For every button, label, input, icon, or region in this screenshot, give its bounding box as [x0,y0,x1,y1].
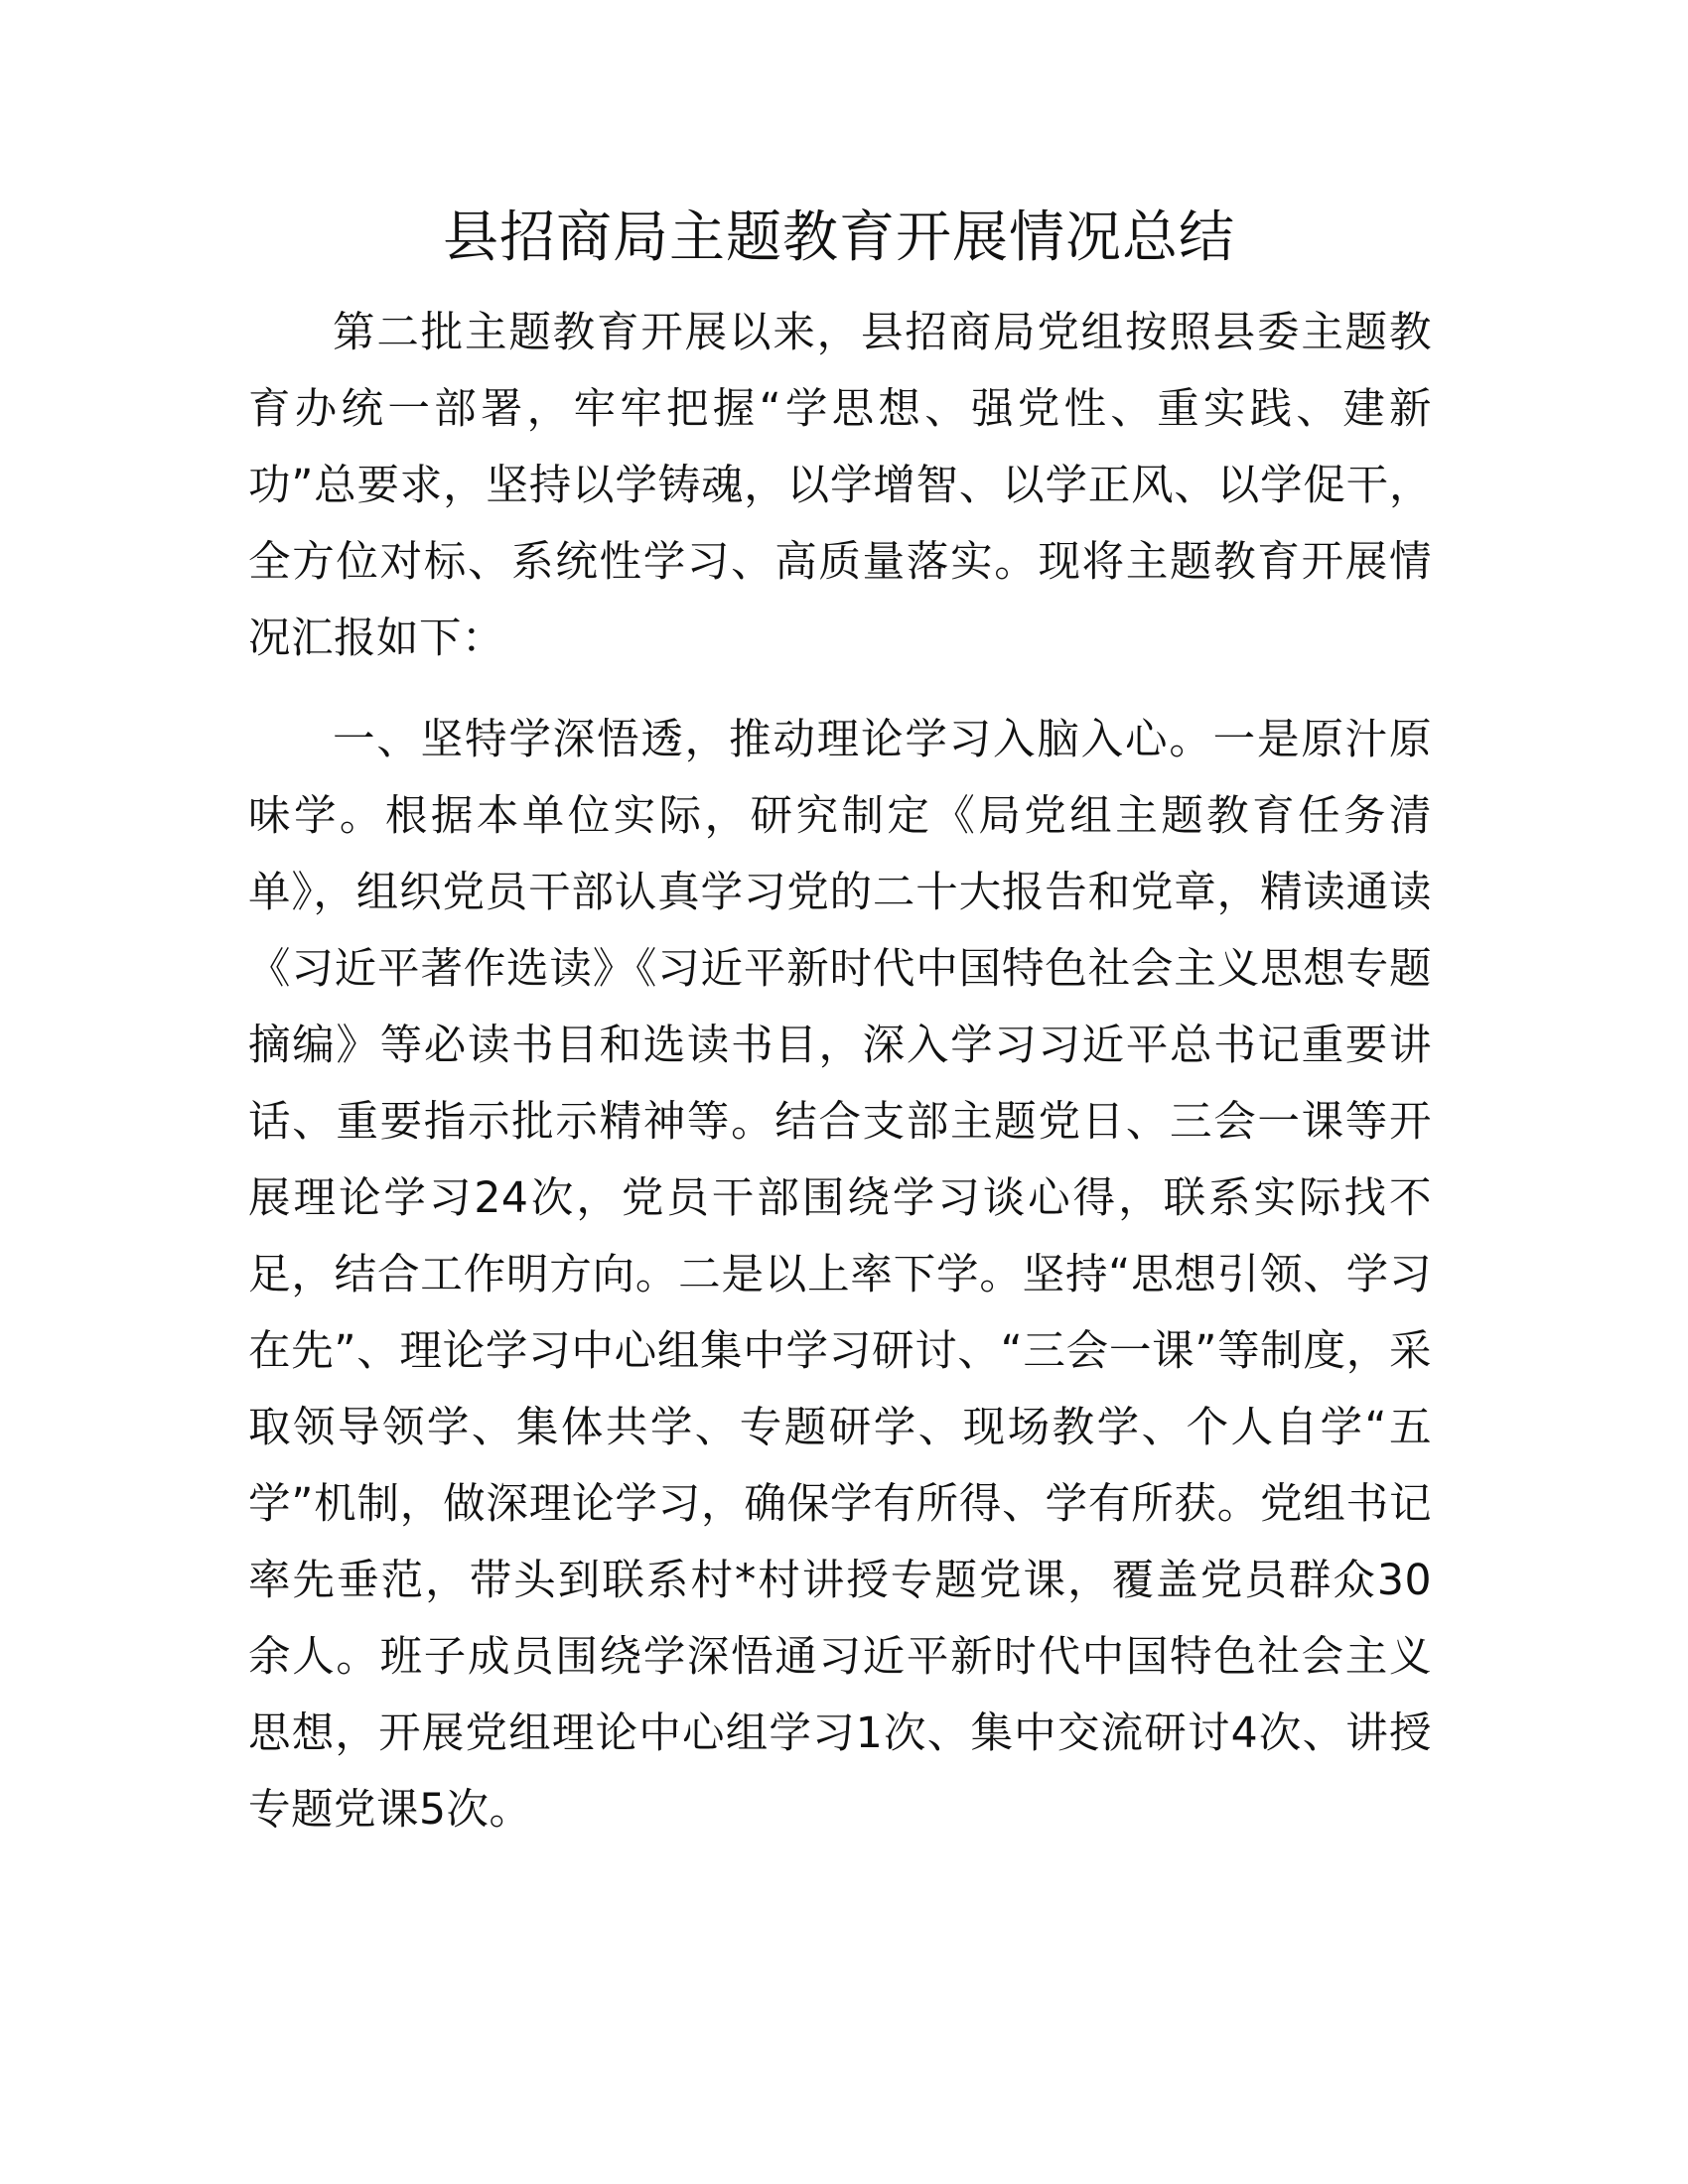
intro-paragraph: 第二批主题教育开展以来，县招商局党组按照县委主题教育办统一部署，牢牢把握“学思想、强党性、重实践、建新功”总要求，坚持以学铸魂，以学增智、以学正风、以学促干，全方位对标、系统性学习、高质量落实。现将主题教育开展情况汇报如下： [248,309,1432,663]
section-one-paragraph: 一、坚特学深悟透，推动理论学习入脑入心。一是原汁原味学。根据本单位实际，研究制定《局党组主题教育任务清单》，组织党员干部认真学习党的二十大报告和党章，精读通读《习近平著作选读》《习近平新时代中国特色社会主义思想专题摘编》等必读书目和选读书目，深入学习习近平总书记重要讲话、重要指示批示精神等。结合支部主题党日、三会一课等开展理论学习24次，党员干部围绕学习谈心得，联系实际找不足，结合工作明方向。二是以上率下学。坚持“思想引领、学习在先”、理论学习中心组集中学习研讨、“三会一课”等制度，采取领导领学、集体共学、专题研学、现场教学、个人自学“五学”机制，做深理论学习，确保学有所得、学有所获。党组书记率先垂范，带头到联系村*村讲授专题党课，覆盖党员群众30余人。班子成员围绕学深悟通习近平新时代中国特色社会主义思想，开展党组理论中心组学习1次、集中交流研讨4次、讲授专题党课5次。 [248,716,1432,1835]
document-title: 县招商局主题教育开展情况总结 [443,205,1235,270]
